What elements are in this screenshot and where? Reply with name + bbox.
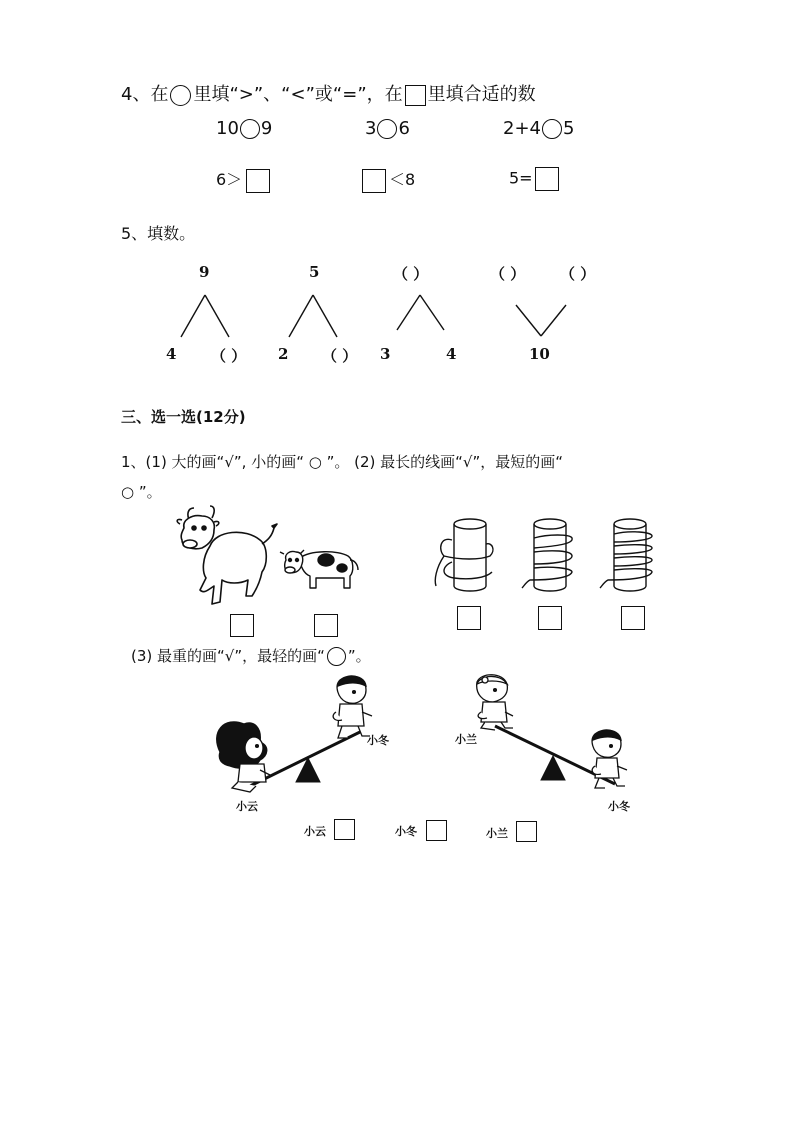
bond-blank[interactable]: （ ） xyxy=(322,347,358,365)
small-cow-icon xyxy=(280,544,360,594)
cylinder-icon xyxy=(522,519,572,591)
fill-before: 6＞ xyxy=(216,170,243,189)
bond-bottom: 10 xyxy=(529,345,550,363)
bond-line xyxy=(541,305,566,336)
bond-line xyxy=(205,295,229,337)
bond-left: 3 xyxy=(380,345,391,363)
answer-box-line-2[interactable] xyxy=(538,606,562,630)
compare-right: 5 xyxy=(563,118,575,139)
bond-blank[interactable]: （ ） xyxy=(393,265,429,283)
answer-label-xiaoyun: 小云 xyxy=(304,825,326,838)
big-cow-icon xyxy=(176,506,281,611)
answer-box-small-cow[interactable] xyxy=(314,614,338,637)
answer-box-xiaoyun[interactable] xyxy=(334,819,355,840)
q4-suffix: 里填合适的数 xyxy=(427,84,536,105)
answer-box-line-1[interactable] xyxy=(457,606,481,630)
bond-left: 2 xyxy=(278,345,289,363)
label-xiaodong: 小冬 xyxy=(608,800,630,813)
boy-xiaodong-icon xyxy=(333,676,372,738)
fill-after: ＜8 xyxy=(389,170,416,189)
bond-top: 5 xyxy=(309,263,320,281)
answer-label-xiaodong: 小冬 xyxy=(395,825,417,838)
number-bond-lines xyxy=(0,0,794,400)
answer-box-line-3[interactable] xyxy=(621,606,645,630)
bond-line xyxy=(516,305,541,336)
bond-blank[interactable]: （ ） xyxy=(211,347,247,365)
bond-top: 9 xyxy=(199,263,210,281)
q1-instruction-line2: ○ ”。 xyxy=(121,483,162,501)
bond-line xyxy=(181,295,205,337)
bond-line xyxy=(397,295,420,330)
compare-left: 10 xyxy=(216,118,239,139)
q3-instruction xyxy=(131,645,371,666)
circle-symbol xyxy=(327,647,346,666)
label-xiaodong: 小冬 xyxy=(367,734,389,747)
q4-mid: 里填“>”、“<”或“=”，在 xyxy=(193,84,403,105)
compare-right: 9 xyxy=(260,118,273,139)
bond-line xyxy=(420,295,444,330)
q3-text: (3) 最重的画“√”，最轻的画“ xyxy=(131,647,325,665)
fill-before: 5= xyxy=(509,168,533,188)
compare-right: 6 xyxy=(398,118,410,139)
cylinder-icon xyxy=(435,519,493,591)
compare-left: 2+4 xyxy=(503,118,541,139)
wound-cylinders xyxy=(430,516,670,596)
answer-box-big-cow[interactable] xyxy=(230,614,254,637)
seesaw-right xyxy=(455,672,645,802)
q5-title: 5、填数。 xyxy=(121,224,196,243)
q1-instruction-line1: 1、(1) 大的画“√”, 小的画“ ○ ”。 (2) 最长的线画“√”，最短的画“ xyxy=(121,453,564,471)
girl-xiaolan-icon xyxy=(477,675,513,730)
answer-box-xiaodong[interactable] xyxy=(426,820,447,841)
boy-xiaodong-icon xyxy=(592,730,627,788)
section-title: 三、选一选(12分) xyxy=(121,408,246,426)
cylinder-icon xyxy=(600,519,652,591)
bond-line xyxy=(313,295,337,337)
compare-left: 3 xyxy=(365,118,377,139)
bond-left: 4 xyxy=(166,345,177,363)
girl-xiaoyun-icon xyxy=(217,722,272,792)
label-xiaolan: 小兰 xyxy=(455,733,477,746)
label-xiaoyun: 小云 xyxy=(236,800,258,813)
answer-label-xiaolan: 小兰 xyxy=(486,827,508,840)
answer-box-xiaolan[interactable] xyxy=(516,821,537,842)
bond-right: 4 xyxy=(446,345,457,363)
bond-blank[interactable]: （ ） xyxy=(490,265,526,283)
bond-line xyxy=(289,295,313,337)
q4-prefix: 4、在 xyxy=(121,84,169,105)
bond-blank[interactable]: （ ） xyxy=(560,265,596,283)
q3-end: ”。 xyxy=(347,647,371,665)
